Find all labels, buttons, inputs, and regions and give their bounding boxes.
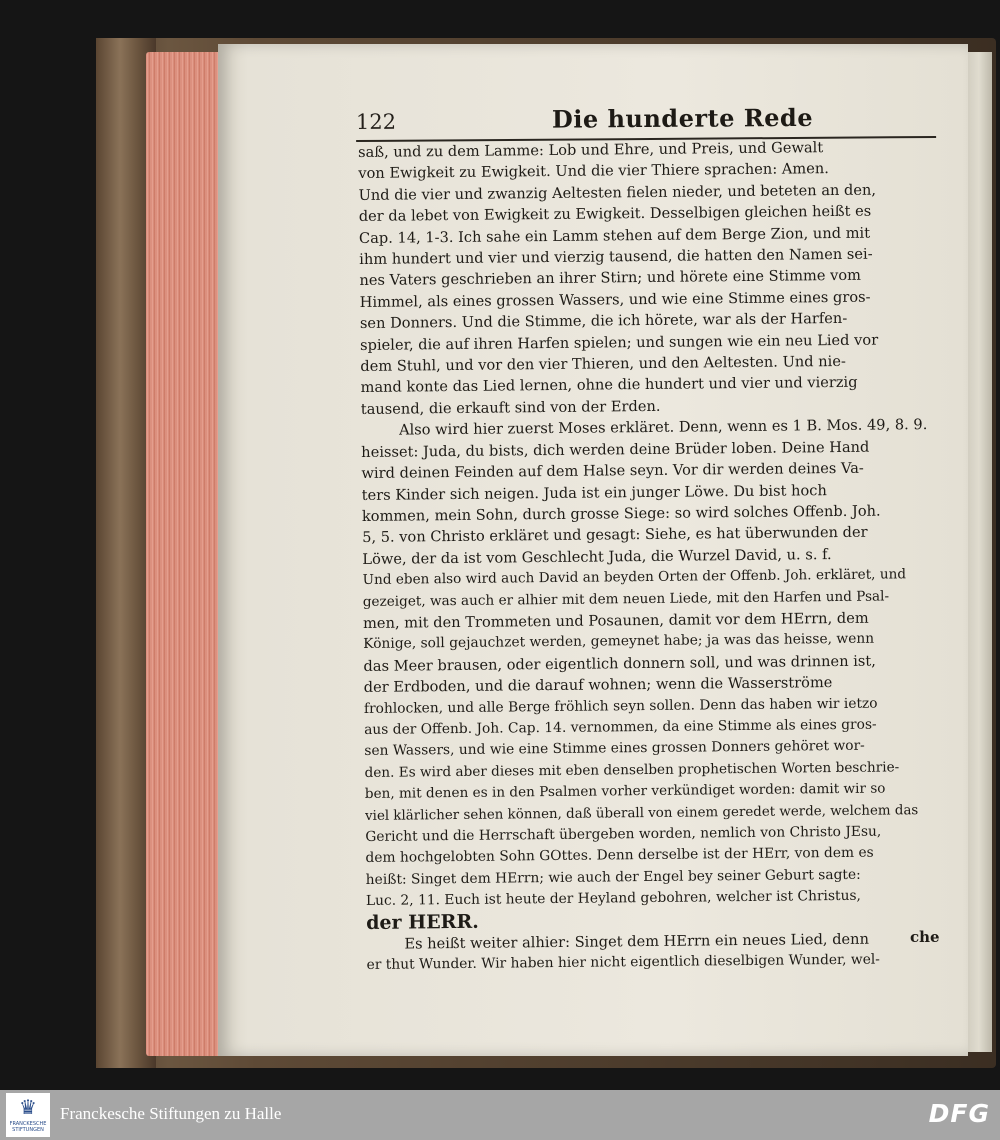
text-line: er thut Wunder. Wir haben hier nicht eigentlich dieselbigen Wunder, wel- bbox=[366, 952, 881, 974]
text-line: Es heißt weiter alhier: Singet dem HErrn ein neues Lied, denn bbox=[404, 930, 870, 953]
text-line: ters Kinder sich neigen. Juda ist ein junger Löwe. Du bist hoch bbox=[361, 481, 827, 504]
text-line: Könige, soll gejauchzet werden, gemeynet habe; ja was das heisse, wenn bbox=[363, 630, 875, 653]
text-line: Himmel, als eines grossen Wassers, und wie eine Stimme eines gros- bbox=[359, 288, 871, 311]
text-line: dem hochgelobten Sohn GOttes. Denn derselbe ist der HErr, von dem es bbox=[365, 845, 874, 867]
page-text bbox=[358, 136, 949, 977]
text-line: aus der Offenb. Joh. Cap. 14. vernommen, da eine Stimme als eines gros- bbox=[364, 716, 877, 738]
text-line: tausend, die erkauft sind von der Erden. bbox=[360, 397, 661, 418]
text-line: Und die vier und zwanzig Aeltesten fielen nieder, und beteten an den, bbox=[358, 181, 877, 204]
text-line: gezeiget, was auch er alhier mit dem neuen Liede, mit den Harfen und Psal- bbox=[362, 587, 890, 610]
text-line: heißt: Singet dem HErrn; wie auch der Engel bey seiner Geburt sagte: bbox=[365, 866, 861, 888]
text-line: ben, mit denen es in den Psalmen vorher verkündiget worden: damit wir so bbox=[364, 780, 886, 803]
page-right-edge bbox=[966, 52, 992, 1052]
dfg-logo[interactable]: DFG bbox=[928, 1099, 990, 1128]
text-line: den. Es wird aber dieses mit eben denselben prophetischen Worten beschrie- bbox=[364, 759, 900, 781]
text-line: dem Stuhl, und vor den vier Thieren, und den Aeltesten. Und nie- bbox=[360, 352, 846, 376]
text-line: spieler, die auf ihren Harfen spielen; und sungen wie ein neu Lied vor bbox=[360, 331, 879, 354]
page-edges bbox=[146, 52, 224, 1056]
text-line: wird deinen Feinden auf dem Halse seyn. Vor dir werden deines Va- bbox=[361, 459, 864, 483]
building-icon: ♛ bbox=[19, 1095, 37, 1119]
text-line-emphasis: der HERR. bbox=[366, 910, 479, 934]
logo-caption: FRANCKESCHE STIFTUNGEN bbox=[9, 1121, 47, 1133]
text-line: von Ewigkeit zu Ewigkeit. Und die vier Thiere sprachen: Amen. bbox=[358, 160, 829, 183]
text-line: nes Vaters geschrieben an ihrer Stirn; und hörete eine Stimme vom bbox=[359, 267, 862, 290]
text-line: saß, und zu dem Lamme: Lob und Ehre, und Preis, und Gewalt bbox=[358, 139, 824, 161]
institution-name[interactable]: Franckesche Stiftungen zu Halle bbox=[60, 1104, 282, 1123]
page-number: 122 bbox=[355, 109, 397, 135]
text-line: frohlocken, und alle Berge fröhlich seyn sollen. Denn das haben wir ietzo bbox=[363, 695, 878, 717]
text-line: men, mit den Trommeten und Posaunen, damit vor dem HErrn, dem bbox=[362, 609, 869, 632]
text-line: 5, 5. von Christo erkläret und gesagt: Siehe, es hat überwunden der bbox=[362, 523, 868, 547]
text-line: viel klärlicher sehen können, daß überall von einem geredet werde, welchem das bbox=[364, 802, 919, 824]
text-line: der da lebet von Ewigkeit zu Ewigkeit. Desselbigen gleichen heißt es bbox=[358, 202, 872, 226]
viewer-footer bbox=[0, 1090, 1000, 1140]
text-line: Löwe, der da ist vom Geschlecht Juda, die Wurzel David, u. s. f. bbox=[362, 545, 832, 568]
text-line: das Meer brausen, oder eigentlich donnern soll, und was drinnen ist, bbox=[363, 652, 876, 675]
text-line: ihm hundert und vier und vierzig tausend, die hatten den Namen sei- bbox=[359, 245, 873, 269]
text-line: Also wird hier zuerst Moses erkläret. Denn, wenn es 1 B. Mos. 49, 8. 9. bbox=[398, 416, 928, 439]
institution-logo[interactable] bbox=[6, 1093, 50, 1137]
catchword: che bbox=[910, 928, 940, 946]
text-line: der Erdboden, und die darauf wohnen; wenn die Wasserströme bbox=[363, 674, 833, 697]
text-line: Gericht und die Herrschaft übergeben worden, nemlich von Christo JEsu, bbox=[365, 823, 882, 845]
text-line: Luc. 2, 11. Euch ist heute der Heyland gebohren, welcher ist Christus, bbox=[365, 887, 861, 910]
text-line: heisset: Juda, du bists, dich werden deine Brüder loben. Deine Hand bbox=[361, 438, 870, 461]
text-line: mand konte das Lied lernen, ohne die hundert und vier und vierzig bbox=[360, 374, 858, 397]
text-line: sen Donners. Und die Stimme, die ich hörete, war als der Harfen- bbox=[359, 310, 848, 333]
text-line: Cap. 14, 1-3. Ich sahe ein Lamm stehen auf dem Berge Zion, und mit bbox=[358, 224, 871, 247]
running-head: Die hunderte Rede bbox=[551, 102, 814, 134]
text-line: sen Wassers, und wie eine Stimme eines grossen Donners gehöret wor- bbox=[364, 738, 865, 760]
text-line: Und eben also wird auch David an beyden Orten der Offenb. Joh. erkläret, und bbox=[362, 566, 907, 589]
text-line: kommen, mein Sohn, durch grosse Siege: so wird solches Offenb. Joh. bbox=[361, 502, 881, 525]
